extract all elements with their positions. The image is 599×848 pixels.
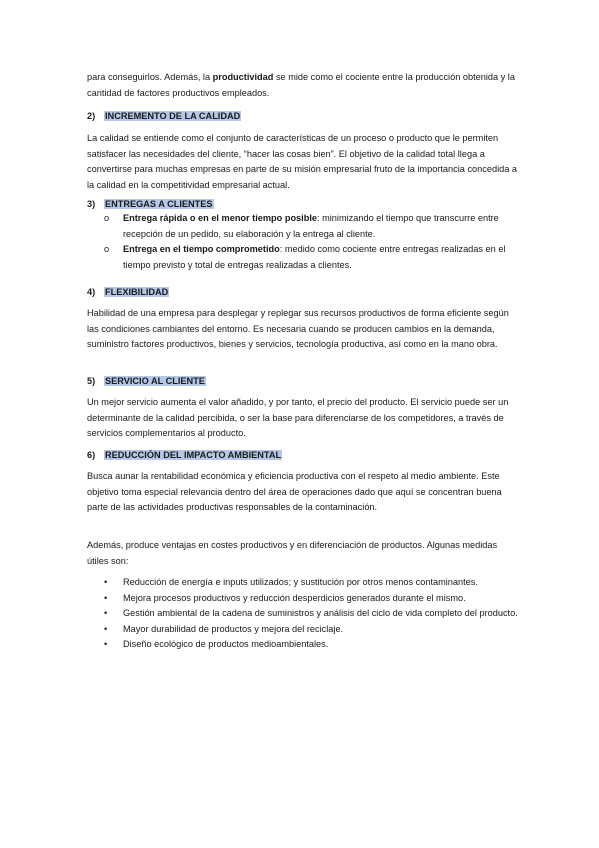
section-3-list [104,211,523,273]
bullet-icon: • [104,592,108,603]
list-item [104,211,523,242]
section-4-heading [87,286,169,299]
section-5-heading [87,375,206,388]
section-6-paragraph-1: Busca aunar la rentabilidad económica y eficiencia productiva con el respeto al medio ambiente. Este objetivo toma especial relevancia dentro del área de operaciones dado que aquí se concentran buena parte de las actividades productivas responsables de la contaminación. [87,471,502,512]
section-6-heading [87,449,282,462]
list-item-bold: Entrega rápida o en el menor tiempo posible [123,213,317,223]
list-item [104,591,528,607]
intro-text-pre: para conseguirlos. Además, la [87,72,213,82]
list-item-text: Mayor durabilidad de productos y mejora del reciclaje. [123,623,344,634]
list-item [104,622,528,638]
section-6-paragraph-2: Además, produce ventajas en costes productivos y en diferenciación de productos. Algunas medidas útiles son: [87,540,498,566]
list-item-text: Reducción de energía e inputs utilizados; y sustitución por otros menos contaminantes. [123,577,478,587]
section-2-paragraph: La calidad se entiende como el conjunto de características de un proceso o producto que le permiten satisfacer las necesidades del cliente, “hacer las cosas bien”. El objetivo de la calidad total llega a convertirse para muchas empresas en parte de su misión empresarial fruto de la importancia concedida a la calidad en la competitividad empresarial actual. [87,133,517,190]
list-item-text: Gestión ambiental de la cadena de suministros y análisis del ciclo de vida completo del producto. [123,608,518,618]
intro-paragraph [87,70,519,101]
bullet-icon: • [104,623,108,634]
list-item-text: Mejora procesos productivos y reducción desperdicios generados durante el mismo. [123,592,466,603]
section-6-number: 6) [87,450,96,460]
list-item-text: Diseño ecológico de productos medioambientales. [123,639,329,649]
section-5-paragraph: Un mejor servicio aumenta el valor añadido, y por tanto, el precio del producto. El servicio puede ser un determinante de la calidad percibida, o ser la base para diferenciarse de los competidores, a través de servicios complementarios al producto. [87,397,509,438]
list-item-text: : minimizando el tiempo que transcurre entre recepción de un pedido, su elaboración y la entrega al cliente. [123,213,499,239]
section-3-number: 3) [87,199,96,209]
list-item [104,637,528,653]
intro-bold-term: productividad [212,72,274,82]
bullet-icon: • [104,639,108,649]
list-item [104,606,528,622]
section-2-number: 2) [87,111,96,121]
section-3-heading [87,198,214,211]
circle-bullet-icon: o [104,213,110,223]
section-4-paragraph: Habilidad de una empresa para desplegar y replegar sus recursos productivos de forma eficiente según las condiciones cambiantes del entorno. Es necesaria cuando se producen cambios en la demanda, suministro factores productivos, bienes y servicios, tecnología productiva, así como en la mano obra. [87,308,509,349]
section-6-title: REDUCCIÓN DEL IMPACTO AMBIENTAL [105,450,282,460]
section-5-number: 5) [87,376,96,386]
bullet-icon: • [104,608,108,618]
intro-text-post: se mide como el cociente entre la producción obtenida y la cantidad de factores productivos empleados. [87,72,515,98]
section-3-title: ENTREGAS A CLIENTES [105,199,213,209]
section-2-heading [87,110,241,123]
circle-bullet-icon: o [104,244,110,254]
section-6-bullet-list [104,575,528,653]
section-5-title: SERVICIO AL CLIENTE [105,376,205,386]
list-item [104,242,523,273]
list-item-bold: Entrega en el tiempo comprometido [123,244,280,254]
list-item [104,575,528,591]
list-item-text: : medido como cociente entre entregas realizadas en el tiempo previsto y total de entregas realizadas a clientes. [123,244,506,270]
section-4-title: FLEXIBILIDAD [105,287,169,297]
section-4-number: 4) [87,287,96,297]
bullet-icon: • [104,577,108,587]
section-2-title: INCREMENTO DE LA CALIDAD [105,111,241,121]
